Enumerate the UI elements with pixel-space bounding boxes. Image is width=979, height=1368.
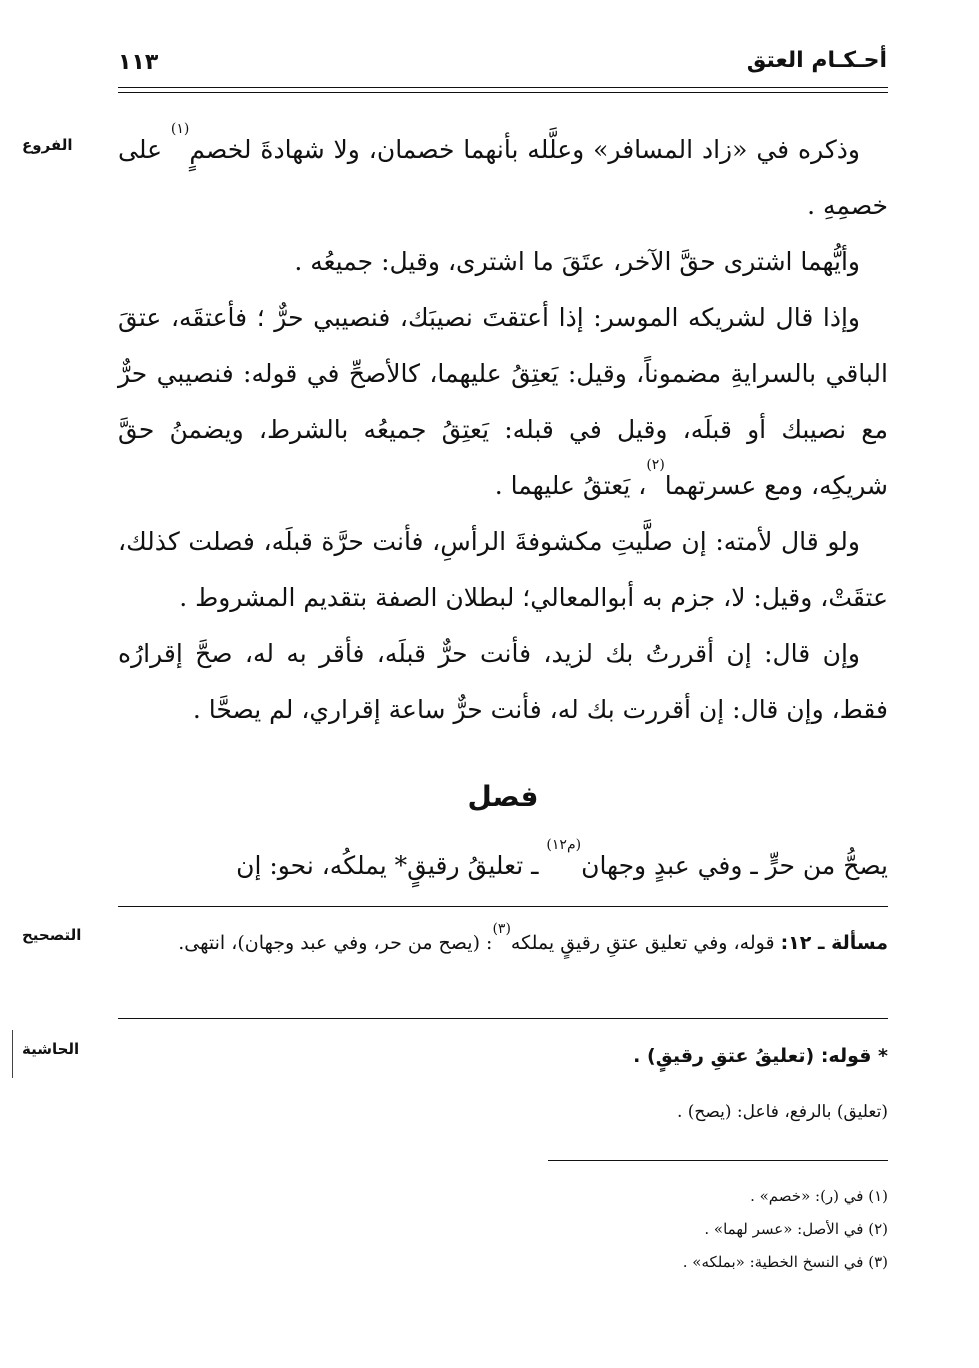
margin-label-tashih: التصحيح (22, 926, 82, 944)
section-line-end: ـ تعليقُ رقيقٍ* يملكُه، نحو: إن (236, 851, 547, 880)
paragraph-1-text: وذكره في «زاد المسافر» وعلَّله بأنهما خصمان، ولا شهادةَ لخصمٍ (189, 135, 860, 164)
masala-label: مسألة ـ ١٢: (780, 932, 888, 954)
tashih-text: قوله، وفي تعليق عتقِ رقيقٍ يملكه (510, 932, 781, 954)
section-line-text: يصحُّ من حرٍّ ـ وفي عبدٍ وجهان (581, 851, 888, 880)
tashih-block (118, 922, 888, 964)
paragraph-5: وإن قال: إن أقررتُ بك لزيد، فأنت حرٌّ قبلَه، فأقر به له، صحَّ إقرارُه فقط، وإن قال: إن أقررت بك له، فأنت حرٌّ ساعة إقراري، لم يصحَّا . (118, 639, 888, 724)
paragraph-3 (118, 290, 888, 514)
footnote-rule (548, 1160, 888, 1161)
tashih-separator (118, 906, 888, 907)
footnotes (118, 1180, 888, 1279)
header-rule-double (118, 92, 888, 93)
paragraph-2: وأيُّهما اشترى حقَّ الآخر، عتَقَ ما اشترى، وقيل: جميعُه . (294, 247, 860, 276)
footnote-ref-3: (٣) (492, 921, 511, 937)
paragraph-1-end: على خصمِهِ . (118, 135, 888, 220)
footnote-3: (٣) في النسخ الخطية: «بملكه» . (682, 1253, 888, 1271)
margin-label-furoo: الفروع (22, 136, 73, 154)
paragraph-1 (118, 122, 888, 234)
paragraph-4: ولو قال لأمته: إن صلَّيتِ مكشوفةَ الرأسِ، فأنت حرَّة قبلَه، فصلت كذلك، عتقَتْ، وقيل: لا، جزم به أبوالمعالي؛ لبطلان الصفة بتقديم المشروط . (118, 527, 888, 612)
footnote-1: (١) في (ر): «خصم» . (750, 1187, 888, 1205)
paragraph-3-text: وإذا قال لشريكه الموسر: إذا أعتقتَ نصيبَك، فنصيبي حرٌّ ؛ فأعتقَه، عتقَ الباقي بالسرايةِ مضموناً، وقيل: يَعتِقُ عليهما، كالأصحِّ في قوله: فنصيبي حرٌّ مع نصيبك أو قبلَه، وقيل في قبله: يَعتِقُ جميعُه بالشرط، ويضمنُ حقَّ شريكِه، ومع عسرتهما (118, 303, 888, 500)
footnote-ref-1: (١) (170, 121, 190, 137)
page-number: ١١٣ (118, 50, 159, 75)
paragraph-3-end: ، يَعتقُ عليهما . (494, 471, 647, 500)
margin-label-hashiya: الحاشية (22, 1040, 80, 1058)
masala-ref: (م١٢) (546, 837, 582, 853)
main-text (118, 122, 888, 738)
hashiya-separator (118, 1018, 888, 1019)
section-heading: فصل (467, 780, 539, 813)
hashiya-note: (تعليق) بالرفع، فاعل: (يصح) . (676, 1102, 888, 1122)
footnote-ref-2: (٢) (646, 457, 665, 473)
header-rule (118, 87, 888, 88)
hashiya-heading: * قوله: (تعليقُ عتقِ رقيقٍ) . (633, 1045, 888, 1067)
footnote-2: (٢) في الأصل: «عسر لهما» . (704, 1220, 888, 1238)
tashih-text-end: : (يصح من حر، وفي عبد وجهان)، انتهى. (178, 932, 493, 954)
running-header-title: أحـكـام العتق (746, 48, 887, 73)
section-first-line (118, 838, 888, 894)
margin-divider (12, 1030, 13, 1078)
